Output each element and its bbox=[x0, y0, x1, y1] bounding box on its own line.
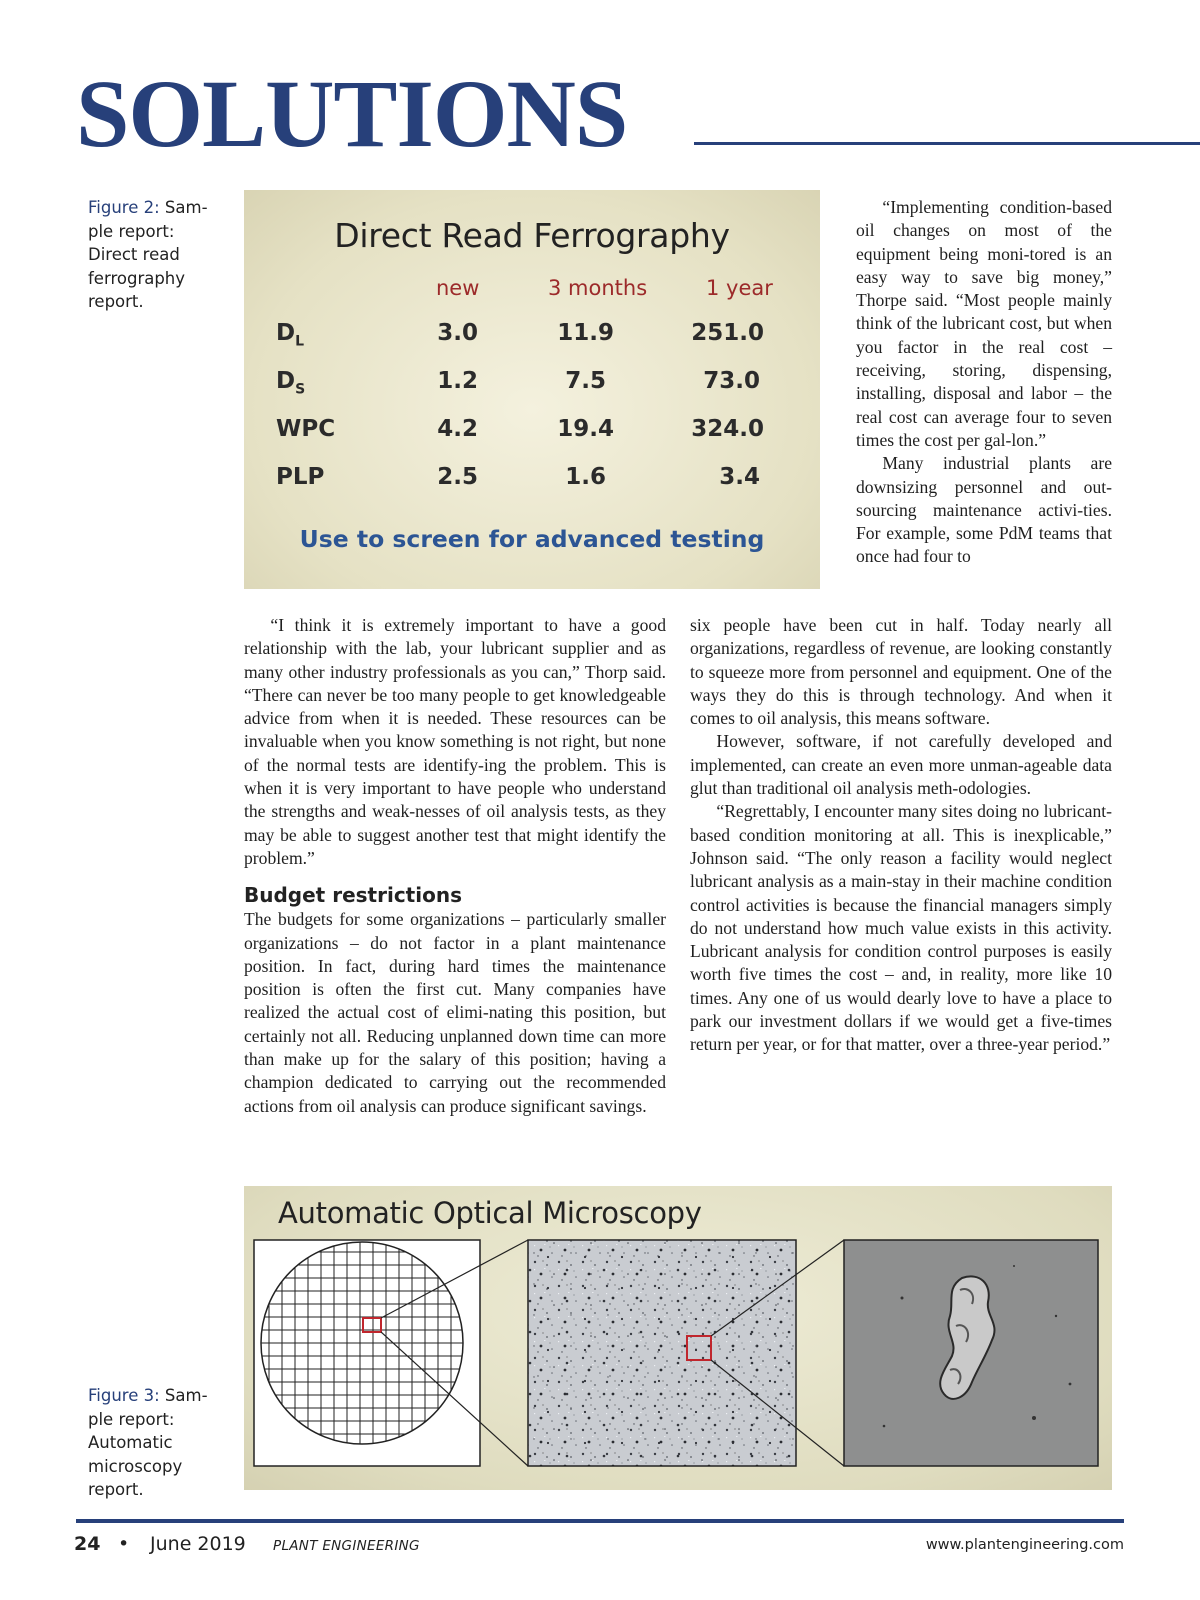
paragraph: “Implementing condition-based oil changes on most of the equipment being moni-tored is an easy way to save big money,” Thorpe said. “Most people mainly think of the lubricant cost, but when you factor in the real cost – receiving, storing, dispensing, installing, disposal and labor – the real cost can average four to seven times the cost per gal-lon.” bbox=[856, 197, 1112, 450]
cell-new: 3.0 bbox=[437, 320, 478, 346]
cell-new: 4.2 bbox=[437, 416, 478, 442]
row-label-main: D bbox=[276, 320, 296, 346]
table-row bbox=[244, 416, 820, 460]
figure2-title: Direct Read Ferrography bbox=[334, 216, 730, 255]
subhead-budget-restrictions: Budget restrictions bbox=[244, 883, 462, 908]
col-header-1-year: 1 year bbox=[706, 276, 773, 300]
page-number: 24 bbox=[74, 1533, 101, 1555]
footer-bullet: • bbox=[118, 1533, 130, 1555]
figure3-caption-label: Figure 3: bbox=[88, 1386, 160, 1405]
article-column-left bbox=[244, 614, 666, 1118]
row-label bbox=[276, 368, 305, 398]
row-label: PLP bbox=[276, 464, 325, 490]
paragraph: However, software, if not carefully developed and implemented, can create an even more unman-ageable data glut than traditional oil analysis meth-odologies. bbox=[690, 731, 1112, 799]
paragraph: The budgets for some organizations – particularly smaller organizations – do not factor in a plant maintenance position. In fact, during hard times the maintenance position is often the first cut. Many companies have realized the actual cost of elimi-nating this position, but certainly not all. Reducing unplanned down time can more than make up for the salary of this position; having a champion dedicated to carrying out the recommended actions from oil analysis can produce significant savings. bbox=[244, 909, 666, 1116]
footer-rule bbox=[76, 1519, 1124, 1523]
cell-new: 2.5 bbox=[437, 464, 478, 490]
figure3-caption bbox=[88, 1384, 223, 1502]
figure3-title: Automatic Optical Microscopy bbox=[278, 1196, 702, 1230]
figure3-microscopy-report bbox=[244, 1186, 1112, 1490]
col-header-3-months: 3 months bbox=[548, 276, 648, 300]
cell-1-year: 73.0 bbox=[703, 368, 760, 394]
row-label-main: D bbox=[276, 368, 296, 394]
paragraph: six people have been cut in half. Today nearly all organizations, regardless of revenue, are looking constantly to squeeze more from personnel and equipment. One of the ways they do this is through technology. And when it comes to oil analysis, this means software. bbox=[690, 615, 1112, 729]
figure2-ferrography-report bbox=[244, 190, 820, 589]
row-label: WPC bbox=[276, 416, 336, 442]
cell-3-months: 7.5 bbox=[565, 368, 606, 394]
cell-3-months: 1.6 bbox=[565, 464, 606, 490]
figure2-caption bbox=[88, 196, 223, 314]
publication-url[interactable]: www.plantengineering.com bbox=[925, 1537, 1124, 1553]
col-header-new: new bbox=[436, 276, 480, 300]
issue-date: June 2019 bbox=[150, 1533, 246, 1555]
table-row bbox=[244, 320, 820, 364]
article-column-right bbox=[690, 614, 1112, 1057]
figure2-footer-note: Use to screen for advanced testing bbox=[299, 525, 765, 553]
title-rule bbox=[694, 142, 1200, 145]
cell-3-months: 19.4 bbox=[557, 416, 614, 442]
cell-3-months: 11.9 bbox=[557, 320, 614, 346]
paragraph: “I think it is extremely important to have a good relationship with the lab, your lubricant supplier and as many other industry professionals as you can,” Thorp said. “There can never be too many people to get knowledgeable advice from when it is needed. These resources can be invaluable when you know something is not right, but none of the normal tests are identify-ing the problem. This is when it is very important to have people who understand the strengths and weak-nesses of oil analysis tests, as they may be able to suggest another test that might identify the problem.” bbox=[244, 615, 666, 868]
figure2-caption-text: Sam-ple report: Direct read ferrography report. bbox=[88, 198, 208, 311]
row-label bbox=[276, 320, 304, 350]
table-row bbox=[244, 368, 820, 412]
cell-1-year: 251.0 bbox=[691, 320, 764, 346]
table-row bbox=[244, 464, 820, 508]
figure3-caption-text: Sam-ple report: Automatic microscopy report. bbox=[88, 1386, 208, 1499]
paragraph: Many industrial plants are downsizing personnel and out-sourcing maintenance activi-ties. For example, some PdM teams that once had four to bbox=[856, 453, 1112, 567]
row-label-sub: S bbox=[295, 381, 306, 398]
cell-new: 1.2 bbox=[437, 368, 478, 394]
microscopy-illustration bbox=[244, 1186, 1112, 1490]
article-column-right-top bbox=[856, 196, 1112, 569]
paragraph: “Regrettably, I encounter many sites doing no lubricant-based condition monitoring at all. This is inexplicable,” Johnson said. “The only reason a facility would neglect lubricant analysis as a main-stay in their machine condition control activities is because the financial managers simply do not understand how much value exists in this activity. Lubricant analysis for condition control purposes is easily worth five times the cost – and, in reality, more like 10 times. Any one of us would dearly love to have a place to park our investment dollars if we would get a five-times return per year, or for that matter, over a three-year period.” bbox=[690, 801, 1112, 1055]
publication-name: PLANT ENGINEERING bbox=[273, 1538, 420, 1554]
figure2-caption-label: Figure 2: bbox=[88, 198, 160, 217]
cell-1-year: 3.4 bbox=[719, 464, 760, 490]
row-label-sub: L bbox=[295, 333, 305, 350]
cell-1-year: 324.0 bbox=[691, 416, 764, 442]
section-title: SOLUTIONS bbox=[76, 60, 628, 167]
